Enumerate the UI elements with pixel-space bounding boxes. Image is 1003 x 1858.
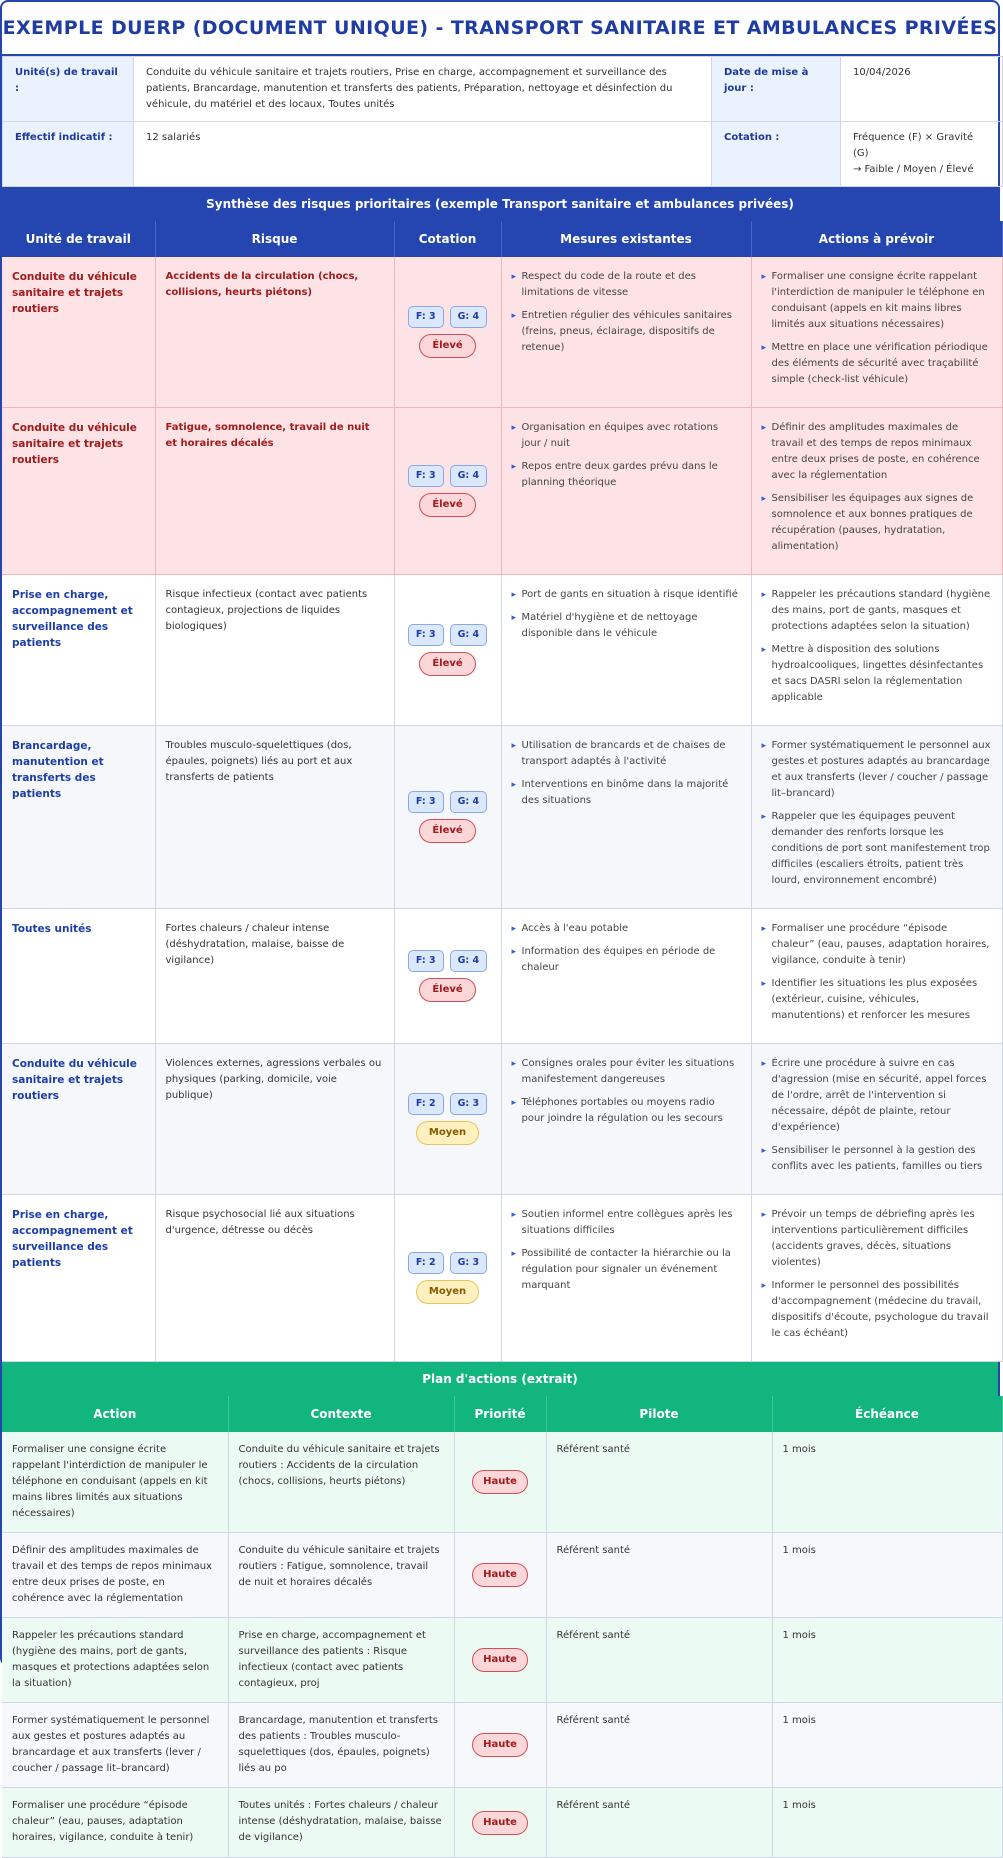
frequency-chip: F: 3 xyxy=(408,791,444,813)
priority-badge: Haute xyxy=(472,1470,528,1494)
measure-item: ▸ Entretien régulier des véhicules sanitaires (freins, pneus, éclairage, dispositifs de retenue) xyxy=(512,308,741,356)
plan-context: Brancardage, manutention et transferts des patients : Troubles musculo-squelettiques (dos, épaules, poignets) liés au po xyxy=(228,1703,454,1788)
measure-item: ▸ Soutien informel entre collègues après les situations difficiles xyxy=(512,1207,741,1239)
plan-header-priority: Priorité xyxy=(454,1396,546,1432)
cotation-scale: → Faible / Moyen / Élevé xyxy=(853,164,974,175)
risk-cotation xyxy=(394,575,501,726)
plan-deadline: 1 mois xyxy=(772,1703,1002,1788)
plan-pilot: Référent santé xyxy=(546,1788,772,1858)
risk-level-badge: Élevé xyxy=(419,652,475,676)
risk-row xyxy=(2,1044,1002,1195)
risk-row xyxy=(2,408,1002,575)
plan-row xyxy=(2,1432,1002,1533)
action-item: ▸ Mettre en place une vérification périodique des éléments de sécurité avec traçabilité simple (check-list véhicule) xyxy=(762,340,992,388)
action-item: ▸ Formaliser une procédure “épisode chaleur” (eau, pauses, adaptation horaires, vigilance, conduite à tenir) xyxy=(762,921,992,969)
risk-description: Risque psychosocial lié aux situations d'urgence, détresse ou décès xyxy=(165,1209,355,1236)
plan-table xyxy=(2,1396,1003,1858)
plan-deadline: 1 mois xyxy=(772,1788,1002,1858)
effectif-label: Effectif indicatif : xyxy=(3,122,134,187)
plan-context: Conduite du véhicule sanitaire et trajets routiers : Fatigue, somnolence, travail de nuit et horaires décalés xyxy=(228,1533,454,1618)
plan-action: Rappeler les précautions standard (hygiène des mains, port de gants, masques et protections adaptées selon la situation) xyxy=(2,1618,228,1703)
plan-priority-cell xyxy=(454,1788,546,1858)
measure-item: ▸ Repos entre deux gardes prévu dans le planning théorique xyxy=(512,459,741,491)
action-item: ▸ Identifier les situations les plus exposées (extérieur, cuisine, véhicules, manutentions) et renforcer les mesures xyxy=(762,976,992,1024)
cotation-label: Cotation : xyxy=(712,122,841,187)
risk-unit: Prise en charge, accompagnement et surveillance des patients xyxy=(12,1209,133,1269)
plan-priority-cell xyxy=(454,1432,546,1533)
measure-item: ▸ Organisation en équipes avec rotations jour / nuit xyxy=(512,420,741,452)
risk-description: Accidents de la circulation (chocs, collisions, heurts piétons) xyxy=(165,271,359,298)
measures-list xyxy=(512,269,741,356)
risk-cotation xyxy=(394,257,501,408)
measure-item: ▸ Utilisation de brancards et de chaises de transport adaptés à l'activité xyxy=(512,738,741,770)
frequency-chip: F: 3 xyxy=(408,950,444,972)
plan-context: Conduite du véhicule sanitaire et trajets routiers : Accidents de la circulation (chocs, collisions, heurts piétons) xyxy=(228,1432,454,1533)
frequency-chip: F: 3 xyxy=(408,624,444,646)
risk-cotation xyxy=(394,726,501,909)
action-item: ▸ Définir des amplitudes maximales de travail et des temps de repos minimaux entre deux prises de poste, en cohérence avec la réglementation xyxy=(762,420,992,484)
risk-unit: Toutes unités xyxy=(12,923,92,935)
action-item: ▸ Prévoir un temps de débriefing après les interventions particulièrement difficiles (accidents graves, décès, situations violentes) xyxy=(762,1207,992,1271)
risk-level-badge: Moyen xyxy=(416,1121,479,1145)
measure-item: ▸ Information des équipes en période de chaleur xyxy=(512,944,741,976)
gravity-chip: G: 4 xyxy=(450,950,488,972)
risk-banner: Synthèse des risques prioritaires (exemple Transport sanitaire et ambulances privées) xyxy=(2,187,998,221)
risk-header-unit: Unité de travail xyxy=(2,221,155,257)
plan-header-pilot: Pilote xyxy=(546,1396,772,1432)
plan-pilot: Référent santé xyxy=(546,1703,772,1788)
risk-cotation xyxy=(394,1044,501,1195)
priority-badge: Haute xyxy=(472,1733,528,1757)
action-item: ▸ Formaliser une consigne écrite rappelant l'interdiction de manipuler le téléphone en conduisant (appels en kit mains libres limités aux situations nécessaires) xyxy=(762,269,992,333)
gravity-chip: G: 4 xyxy=(450,624,488,646)
cotation-value xyxy=(841,122,1003,187)
risk-unit: Conduite du véhicule sanitaire et trajets routiers xyxy=(12,422,137,466)
plan-header-context: Contexte xyxy=(228,1396,454,1432)
plan-action: Formaliser une consigne écrite rappelant l'interdiction de manipuler le téléphone en conduisant (appels en kit mains libres limités aux situations nécessaires) xyxy=(2,1432,228,1533)
risk-table xyxy=(2,221,1003,1362)
risk-description: Troubles musculo-squelettiques (dos, épaules, poignets) liés au port et aux transferts de patients xyxy=(165,740,353,783)
risk-description: Risque infectieux (contact avec patients contagieux, projections de liquides biologiques) xyxy=(165,589,368,632)
gravity-chip: G: 4 xyxy=(450,791,488,813)
measure-item: ▸ Interventions en binôme dans la majorité des situations xyxy=(512,777,741,809)
frequency-chip: F: 3 xyxy=(408,306,444,328)
action-item: ▸ Écrire une procédure à suivre en cas d'agression (mise en sécurité, appel forces de l'ordre, arrêt de l'intervention si nécessaire, dépôt de plainte, retour d'expérience) xyxy=(762,1056,992,1136)
plan-row xyxy=(2,1788,1002,1858)
actions-list xyxy=(762,1207,992,1342)
risk-cotation xyxy=(394,909,501,1044)
measure-item: ▸ Respect du code de la route et des limitations de vitesse xyxy=(512,269,741,301)
risk-row xyxy=(2,575,1002,726)
plan-action: Définir des amplitudes maximales de travail et des temps de repos minimaux entre deux prises de poste, en cohérence avec la réglementation xyxy=(2,1533,228,1618)
plan-row xyxy=(2,1533,1002,1618)
plan-pilot: Référent santé xyxy=(546,1432,772,1533)
risk-unit: Prise en charge, accompagnement et surveillance des patients xyxy=(12,589,133,649)
date-label: Date de mise à jour : xyxy=(712,57,841,122)
risk-level-badge: Moyen xyxy=(416,1280,479,1304)
action-item: ▸ Sensibiliser les équipages aux signes de somnolence et aux bonnes pratiques de récupération (pauses, hydratation, alimentation) xyxy=(762,491,992,555)
risk-row xyxy=(2,909,1002,1044)
measure-item: ▸ Matériel d'hygiène et de nettoyage disponible dans le véhicule xyxy=(512,610,741,642)
actions-list xyxy=(762,921,992,1024)
cotation-formula: Fréquence (F) × Gravité (G) xyxy=(853,132,974,159)
actions-list xyxy=(762,269,992,388)
gravity-chip: G: 3 xyxy=(450,1093,488,1115)
plan-row xyxy=(2,1618,1002,1703)
action-item: ▸ Rappeler les précautions standard (hygiène des mains, port de gants, masques et protections adaptées selon la situation) xyxy=(762,587,992,635)
frequency-chip: F: 2 xyxy=(408,1093,444,1115)
risk-row xyxy=(2,257,1002,408)
plan-header-deadline: Échéance xyxy=(772,1396,1002,1432)
action-item: ▸ Informer le personnel des possibilités d'accompagnement (médecine du travail, dispositifs d'écoute, psychologue du travail le cas échéant) xyxy=(762,1278,992,1342)
plan-pilot: Référent santé xyxy=(546,1533,772,1618)
units-value: Conduite du véhicule sanitaire et trajets routiers, Prise en charge, accompagnement et surveillance des patients, Brancardage, manutention et transferts des patients, Préparation, nettoyage et désinfection du véhicule, du matériel et des locaux, Toutes unités xyxy=(134,57,712,122)
gravity-chip: G: 3 xyxy=(450,1252,488,1274)
plan-priority-cell xyxy=(454,1533,546,1618)
actions-list xyxy=(762,420,992,555)
actions-list xyxy=(762,1056,992,1175)
page-title: EXEMPLE DUERP (DOCUMENT UNIQUE) - TRANSPORT SANITAIRE ET AMBULANCES PRIVÉES xyxy=(2,2,998,56)
meta-table xyxy=(2,56,1003,187)
risk-unit: Conduite du véhicule sanitaire et trajets routiers xyxy=(12,1058,137,1102)
risk-level-badge: Élevé xyxy=(419,334,475,358)
measures-list xyxy=(512,420,741,491)
risk-cotation xyxy=(394,408,501,575)
plan-deadline: 1 mois xyxy=(772,1432,1002,1533)
measures-list xyxy=(512,587,741,642)
plan-priority-cell xyxy=(454,1703,546,1788)
actions-list xyxy=(762,587,992,706)
risk-header-risk: Risque xyxy=(155,221,394,257)
measures-list xyxy=(512,1207,741,1294)
priority-badge: Haute xyxy=(472,1811,528,1835)
plan-action: Formaliser une procédure “épisode chaleur” (eau, pauses, adaptation horaires, vigilance, conduite à tenir) xyxy=(2,1788,228,1858)
risk-description: Violences externes, agressions verbales ou physiques (parking, domicile, voie publique) xyxy=(165,1058,382,1101)
risk-row xyxy=(2,1195,1002,1362)
measure-item: ▸ Consignes orales pour éviter les situations manifestement dangereuses xyxy=(512,1056,741,1088)
priority-badge: Haute xyxy=(472,1648,528,1672)
action-item: ▸ Rappeler que les équipages peuvent demander des renforts lorsque les conditions de port sont manifestement trop difficiles (escaliers étroits, patient très lourd, environnement encombré) xyxy=(762,809,992,889)
plan-action: Former systématiquement le personnel aux gestes et postures adaptés au brancardage et aux transferts (lever / coucher / passage lit–brancard) xyxy=(2,1703,228,1788)
risk-header-measures: Mesures existantes xyxy=(501,221,751,257)
plan-deadline: 1 mois xyxy=(772,1618,1002,1703)
plan-context: Prise en charge, accompagnement et surveillance des patients : Risque infectieux (contact avec patients contagieux, proj xyxy=(228,1618,454,1703)
risk-level-badge: Élevé xyxy=(419,819,475,843)
risk-level-badge: Élevé xyxy=(419,493,475,517)
effectif-value: 12 salariés xyxy=(134,122,712,187)
measure-item: ▸ Possibilité de contacter la hiérarchie ou la régulation pour signaler un événement marquant xyxy=(512,1246,741,1294)
risk-cotation xyxy=(394,1195,501,1362)
plan-banner: Plan d'actions (extrait) xyxy=(2,1362,998,1396)
plan-pilot: Référent santé xyxy=(546,1618,772,1703)
risk-unit: Brancardage, manutention et transferts des patients xyxy=(12,740,104,800)
measure-item: ▸ Port de gants en situation à risque identifié xyxy=(512,587,741,603)
risk-header-cotation: Cotation xyxy=(394,221,501,257)
actions-list xyxy=(762,738,992,889)
gravity-chip: G: 4 xyxy=(450,306,488,328)
risk-unit: Conduite du véhicule sanitaire et trajets routiers xyxy=(12,271,137,315)
risk-header-actions: Actions à prévoir xyxy=(751,221,1002,257)
risk-level-badge: Élevé xyxy=(419,978,475,1002)
frequency-chip: F: 3 xyxy=(408,465,444,487)
risk-description: Fortes chaleurs / chaleur intense (déshydratation, malaise, baisse de vigilance) xyxy=(165,923,345,966)
action-item: ▸ Former systématiquement le personnel aux gestes et postures adaptés au brancardage et aux transferts (lever / coucher / passage lit–brancard) xyxy=(762,738,992,802)
gravity-chip: G: 4 xyxy=(450,465,488,487)
plan-deadline: 1 mois xyxy=(772,1533,1002,1618)
risk-description: Fatigue, somnolence, travail de nuit et horaires décalés xyxy=(165,422,370,449)
plan-context: Toutes unités : Fortes chaleurs / chaleur intense (déshydratation, malaise, baisse de vigilance) xyxy=(228,1788,454,1858)
frequency-chip: F: 2 xyxy=(408,1252,444,1274)
risk-row xyxy=(2,726,1002,909)
measure-item: ▸ Accès à l'eau potable xyxy=(512,921,741,937)
measures-list xyxy=(512,1056,741,1127)
units-label: Unité(s) de travail : xyxy=(3,57,134,122)
date-value: 10/04/2026 xyxy=(841,57,1003,122)
priority-badge: Haute xyxy=(472,1563,528,1587)
plan-priority-cell xyxy=(454,1618,546,1703)
plan-row xyxy=(2,1703,1002,1788)
plan-header-action: Action xyxy=(2,1396,228,1432)
action-item: ▸ Mettre à disposition des solutions hydroalcooliques, lingettes désinfectantes et sacs DASRI selon la réglementation applicable xyxy=(762,642,992,706)
measures-list xyxy=(512,738,741,809)
measures-list xyxy=(512,921,741,976)
action-item: ▸ Sensibiliser le personnel à la gestion des conflits avec les patients, familles ou tiers xyxy=(762,1143,992,1175)
measure-item: ▸ Téléphones portables ou moyens radio pour joindre la régulation ou les secours xyxy=(512,1095,741,1127)
